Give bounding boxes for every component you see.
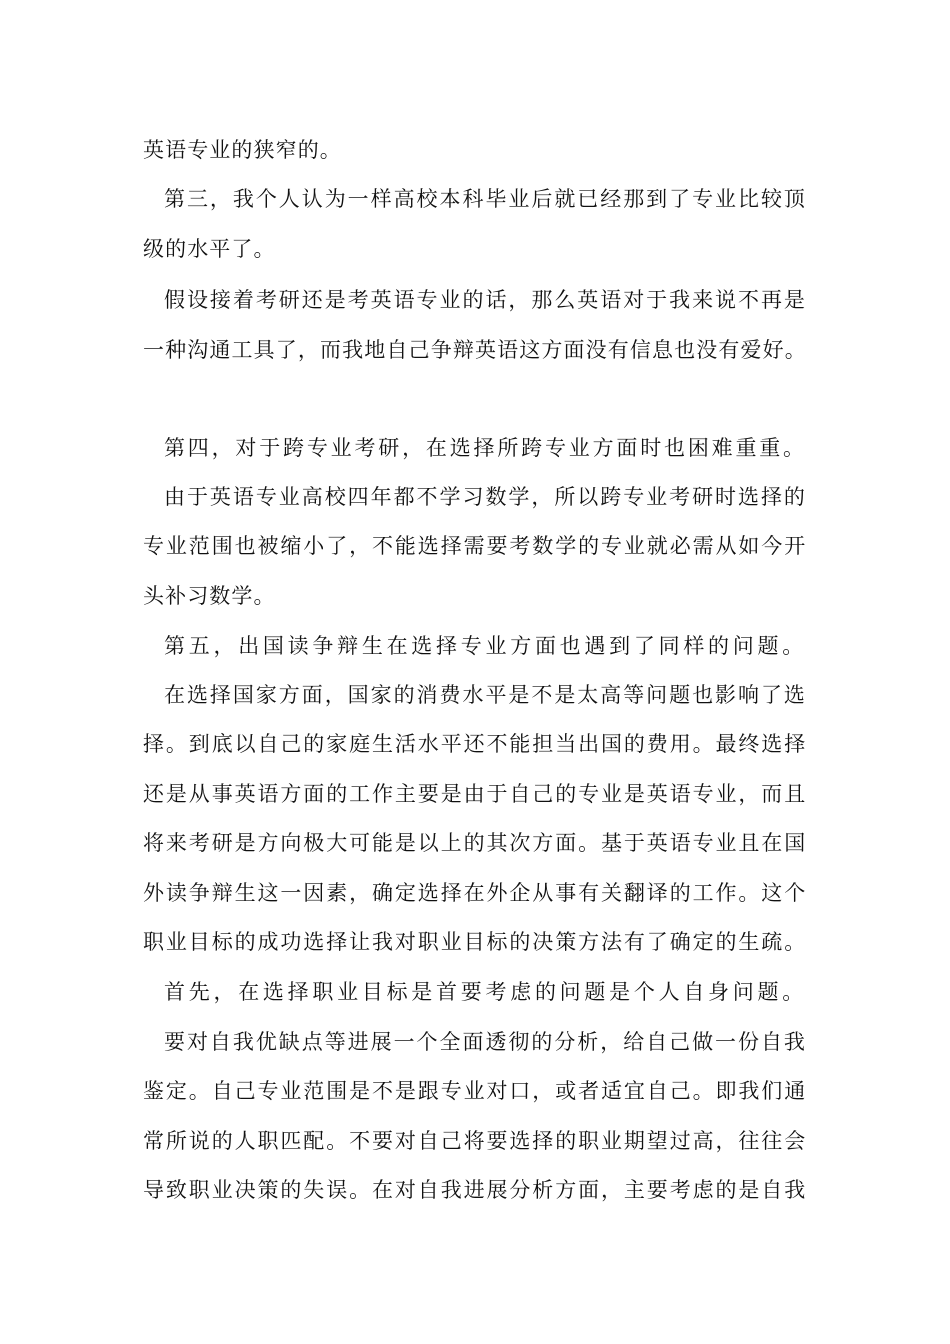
text-line: 级的水平了。 [143,237,276,261]
text-line: 第五，出国读争辩生在选择专业方面也遇到了同样的问题。 [164,634,807,658]
text-line: 还是从事英语方面的工作主要是由于自己的专业是英语专业，而且 [143,782,807,806]
text-line: 一种沟通工具了，而我地自己争辩英语这方面没有信息也没有爱好。 [143,338,807,362]
text-line: 在选择国家方面，国家的消费水平是不是太高等问题也影响了选 [164,683,807,707]
text-line: 头补习数学。 [143,584,276,608]
text-line: 常所说的人职匹配。不要对自己将要选择的职业期望过高，往往会 [143,1129,807,1153]
text-line: 将来考研是方向极大可能是以上的其次方面。基于英语专业且在国 [143,831,807,855]
text-line: 择。到底以自己的家庭生活水平还不能担当出国的费用。最终选择 [143,732,807,756]
text-line: 假设接着考研还是考英语专业的话，那么英语对于我来说不再是 [164,288,807,312]
text-line: 第四，对于跨专业考研，在选择所跨专业方面时也困难重重。 [164,436,807,460]
text-line: 导致职业决策的失误。在对自我进展分析方面，主要考虑的是自我 [143,1178,807,1202]
text-line: 第三，我个人认为一样高校本科毕业后就已经那到了专业比较顶 [164,187,807,211]
text-line: 由于英语专业高校四年都不学习数学，所以跨专业考研时选择的 [164,485,807,509]
text-line: 鉴定。自己专业范围是不是跟专业对口，或者适宜自己。即我们通 [143,1079,807,1103]
text-line: 首先，在选择职业目标是首要考虑的问题是个人自身问题。 [164,980,807,1004]
text-line: 英语专业的狭窄的。 [143,138,342,162]
text-line: 要对自我优缺点等进展一个全面透彻的分析，给自己做一份自我 [164,1030,807,1054]
text-line: 职业目标的成功选择让我对职业目标的决策方法有了确定的生疏。 [143,930,807,954]
text-line: 专业范围也被缩小了，不能选择需要考数学的专业就必需从如今开 [143,534,807,558]
text-line: 外读争辩生这一因素，确定选择在外企从事有关翻译的工作。这个 [143,881,807,905]
